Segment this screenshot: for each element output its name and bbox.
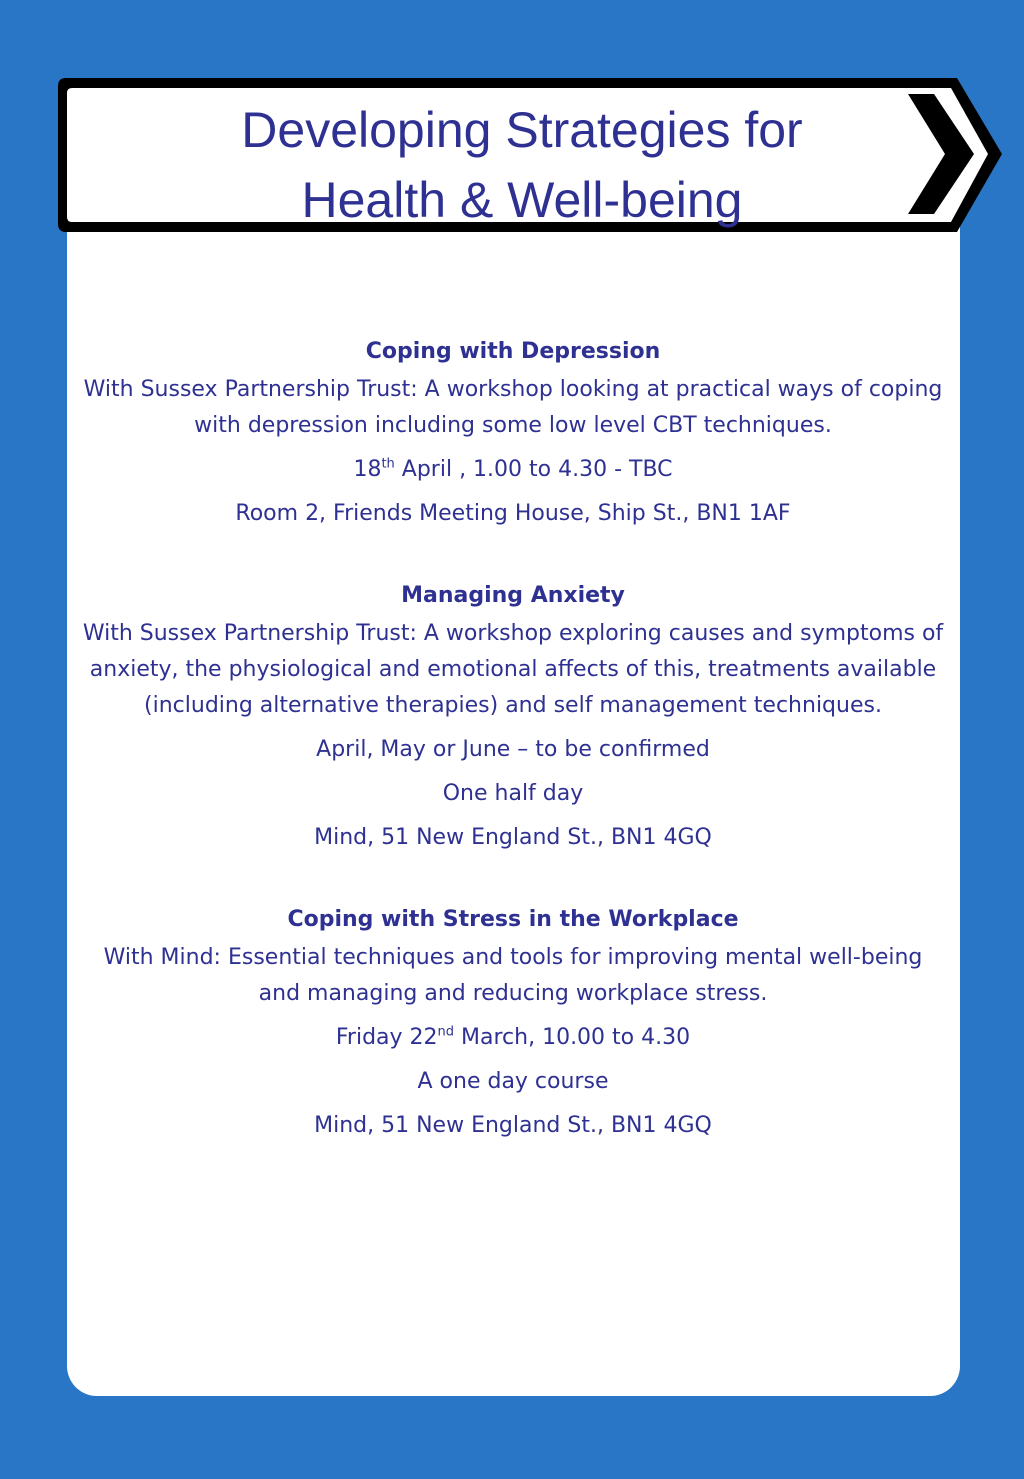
event-date-ordinal: th bbox=[381, 456, 395, 472]
event-description: With Sussex Partnership Trust: A workshop looking at practical ways of coping with depression including some low level CBT techniques. bbox=[83, 377, 943, 438]
title-line-2: Health & Well-being bbox=[301, 172, 743, 228]
events-list bbox=[82, 332, 944, 1188]
event-date-ordinal: nd bbox=[437, 1024, 455, 1040]
event-date bbox=[82, 452, 944, 488]
event-description: With Mind: Essential techniques and tools for improving mental well-being and managing and reducing workplace stress. bbox=[103, 945, 923, 1006]
title-line-1: Developing Strategies for bbox=[241, 102, 803, 158]
event-date-rest: March, 10.00 to 4.30 bbox=[454, 1025, 691, 1050]
event-duration: One half day bbox=[442, 781, 584, 806]
event-title: Coping with Depression bbox=[365, 339, 661, 364]
event-title: Managing Anxiety bbox=[401, 583, 625, 608]
event-date-rest: April , 1.00 to 4.30 - TBC bbox=[394, 457, 673, 482]
event-date-day: Friday 22 bbox=[335, 1025, 438, 1050]
event-managing-anxiety bbox=[82, 576, 944, 856]
event-title: Coping with Stress in the Workplace bbox=[287, 907, 739, 932]
event-venue: Mind, 51 New England St., BN1 4GQ bbox=[314, 825, 712, 850]
event-description: With Sussex Partnership Trust: A workshop exploring causes and symptoms of anxiety, the physiological and emotional affects of this, treatments available (including alternative therapies) and self management techniques. bbox=[82, 621, 944, 718]
event-venue: Mind, 51 New England St., BN1 4GQ bbox=[314, 1113, 712, 1138]
page-title bbox=[120, 95, 924, 235]
event-duration: A one day course bbox=[417, 1069, 609, 1094]
event-venue: Room 2, Friends Meeting House, Ship St., BN1 1AF bbox=[235, 501, 791, 526]
event-stress-in-workplace bbox=[82, 900, 944, 1144]
event-date bbox=[82, 1020, 944, 1056]
event-date: April, May or June – to be confirmed bbox=[316, 737, 710, 762]
event-coping-with-depression bbox=[82, 332, 944, 532]
event-date-day: 18 bbox=[353, 457, 382, 482]
